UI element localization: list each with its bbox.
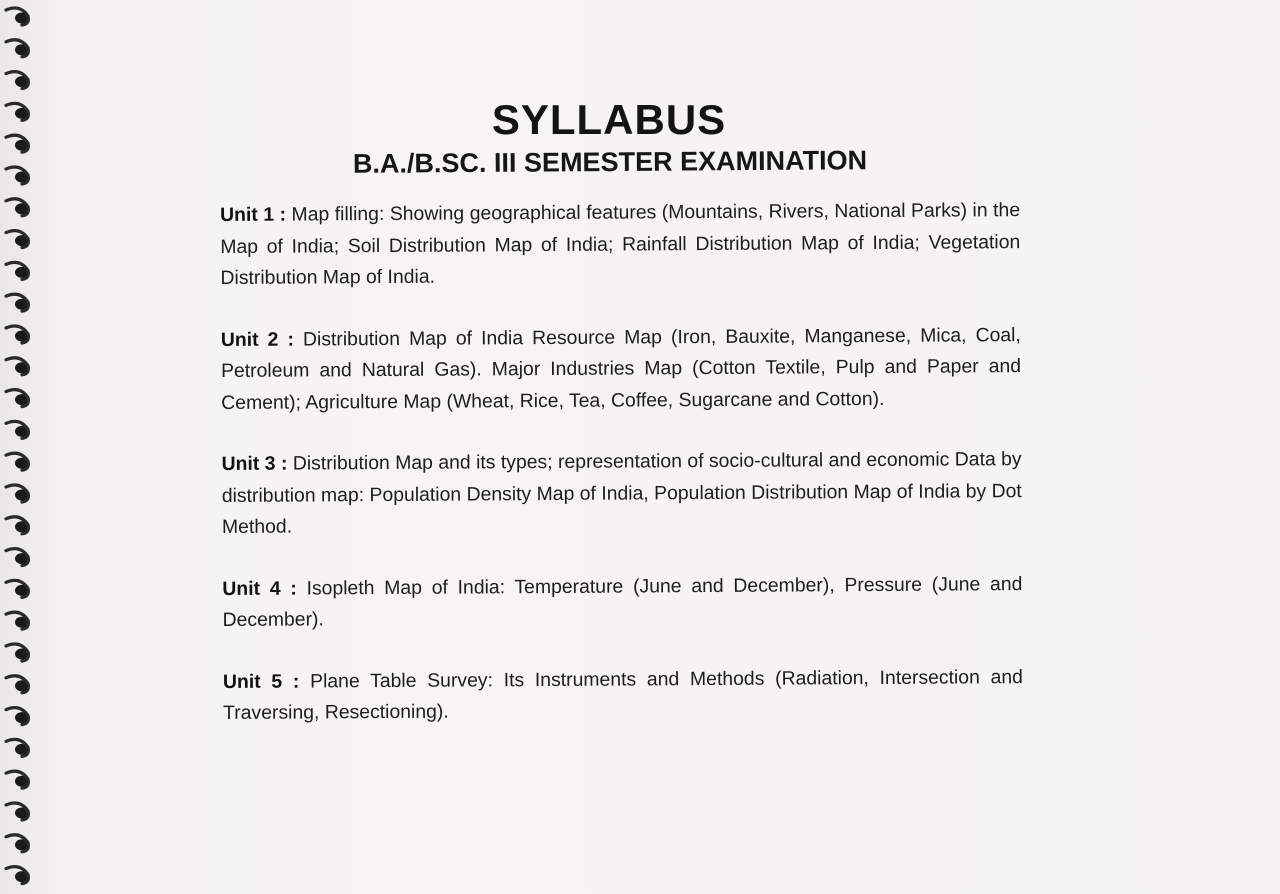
binding-loop — [6, 485, 29, 502]
unit-label: Unit 4 : — [222, 577, 297, 600]
unit-paragraph-4 — [222, 569, 1022, 637]
binding-loop — [6, 8, 29, 25]
unit-label: Unit 3 : — [221, 452, 288, 475]
binding-loop — [6, 771, 29, 788]
binding-loop — [6, 803, 29, 820]
binding-loop — [6, 835, 29, 852]
binding-loop — [6, 739, 29, 756]
unit-label: Unit 2 : — [220, 328, 294, 351]
unit-paragraph-5 — [223, 662, 1023, 730]
binding-loop — [6, 549, 29, 566]
binding-loop — [6, 676, 29, 693]
binding-loop — [6, 199, 29, 216]
unit-text: Map filling: Showing geographical features (Mountains, Rivers, National Parks) in the Map of India; Soil Distribution Map of India; Rainfall Distribution Map of India; Vegetation Distribution Map of India. — [220, 199, 1021, 289]
page-subtitle: B.A./B.SC. III SEMESTER EXAMINATION — [352, 145, 868, 179]
binding-loop — [6, 421, 29, 438]
unit-text: Distribution Map of India Resource Map (Iron, Bauxite, Manganese, Mica, Coal, Petroleum and Natural Gas). Major Industries Map (Cotton Textile, Pulp and Paper and Cement); Agriculture Map (Wheat, Rice, Tea, Coffee, Sugarcane and Cotton). — [220, 323, 1022, 414]
unit-text: Plane Table Survey: Its Instruments and Methods (Radiation, Intersection and Traversing, Resectioning). — [223, 665, 1024, 724]
unit-label: Unit 5 : — [222, 670, 300, 693]
unit-paragraph-3 — [222, 444, 1023, 543]
binding-loop — [6, 867, 29, 884]
binding-loop — [6, 517, 29, 534]
unit-text: Isopleth Map of India: Temperature (June and December), Pressure (June and December). — [222, 572, 1023, 631]
binding-loop — [6, 644, 29, 661]
binding-loop — [6, 453, 29, 470]
binding-loop — [6, 612, 29, 629]
binding-loop — [6, 358, 29, 375]
binding-loop — [6, 262, 29, 279]
syllabus-units — [220, 195, 1023, 759]
unit-paragraph-1 — [220, 195, 1021, 294]
binding-loop — [6, 40, 29, 57]
binding-loop — [6, 294, 29, 311]
binding-loop — [6, 580, 29, 597]
unit-text: Distribution Map and its types; representation of socio-cultural and economic Data by distribution map: Population Density Map of India, Population Distribution Map of India by Dot Method. — [221, 448, 1022, 538]
binding-loop — [6, 231, 29, 248]
binding-loop — [6, 708, 29, 725]
binding-loop — [6, 390, 29, 407]
binding-loop — [6, 72, 29, 89]
page-title: SYLLABUS — [491, 96, 727, 143]
unit-paragraph-2 — [221, 320, 1022, 419]
unit-label: Unit 1 : — [220, 203, 287, 226]
binding-loop — [6, 326, 29, 343]
